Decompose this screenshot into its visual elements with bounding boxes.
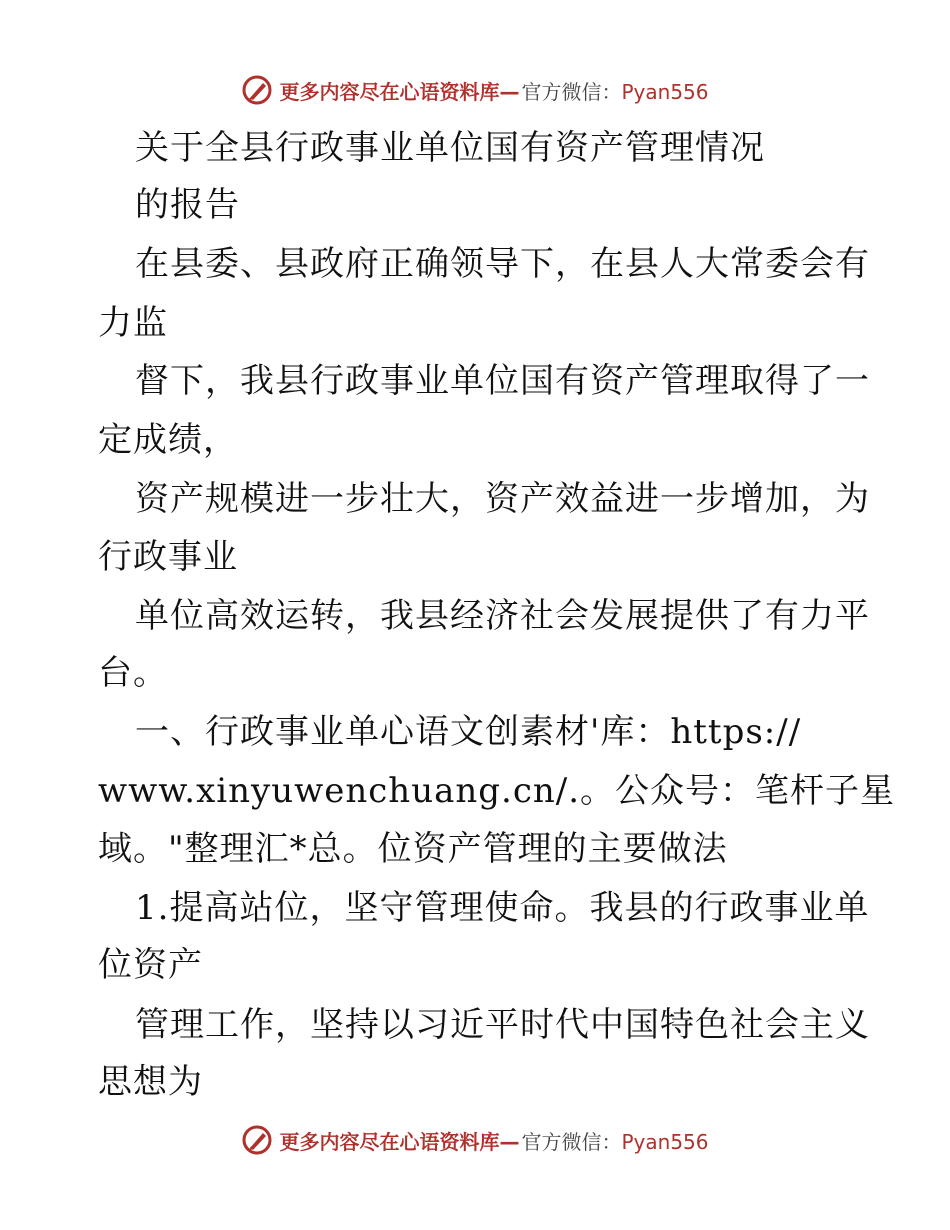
banner-main-text: 更多内容尽在心语资料库 <box>279 1129 500 1154</box>
paragraph-line: 管理工作，坚持以习近平时代中国特色社会主义 <box>135 1005 870 1045</box>
paragraph-line: 思想为 <box>98 1062 203 1102</box>
paragraph-line: 台。 <box>98 653 168 693</box>
paragraph-line: 位资产 <box>98 945 203 985</box>
banner-wechat-id: Pyan556 <box>621 79 709 104</box>
quill-pen-logo-icon <box>241 1124 273 1156</box>
section-heading-line: 域。"整理汇*总。位资产管理的主要做法 <box>98 829 728 869</box>
banner-wechat-label: 官方微信： <box>521 1129 622 1154</box>
section-heading-line: 一、行政事业单心语文创素材'库：https:// <box>135 712 802 752</box>
banner-dash: — <box>499 79 520 104</box>
paragraph-line: 定成绩， <box>98 420 238 460</box>
banner-text <box>279 1126 708 1155</box>
section-heading-line: www.xinyuwenchuang.cn/.。公众号：笔杆子星 <box>98 771 896 811</box>
paragraph-line: 力监 <box>98 303 168 343</box>
paragraph-line: 在县委、县政府正确领导下，在县人大常委会有 <box>135 244 870 284</box>
banner-wechat-id: Pyan556 <box>621 1129 709 1154</box>
banner-dash: — <box>499 1129 520 1154</box>
paragraph-line: 1.提高站位，坚守管理使命。我县的行政事业单 <box>135 888 870 928</box>
paragraph-line: 行政事业 <box>98 537 238 577</box>
banner-main-text: 更多内容尽在心语资料库 <box>279 79 500 104</box>
document-title-line-2: 的报告 <box>135 185 240 225</box>
paragraph-line: 资产规模进一步壮大，资产效益进一步增加，为 <box>135 479 870 519</box>
banner-wechat-label: 官方微信： <box>521 79 622 104</box>
paragraph-line: 单位高效运转，我县经济社会发展提供了有力平 <box>135 596 870 636</box>
paragraph-line: 督下，我县行政事业单位国有资产管理取得了一 <box>135 361 870 401</box>
document-title-line-1: 关于全县行政事业单位国有资产管理情况 <box>135 128 765 168</box>
footer-banner <box>0 1120 950 1160</box>
